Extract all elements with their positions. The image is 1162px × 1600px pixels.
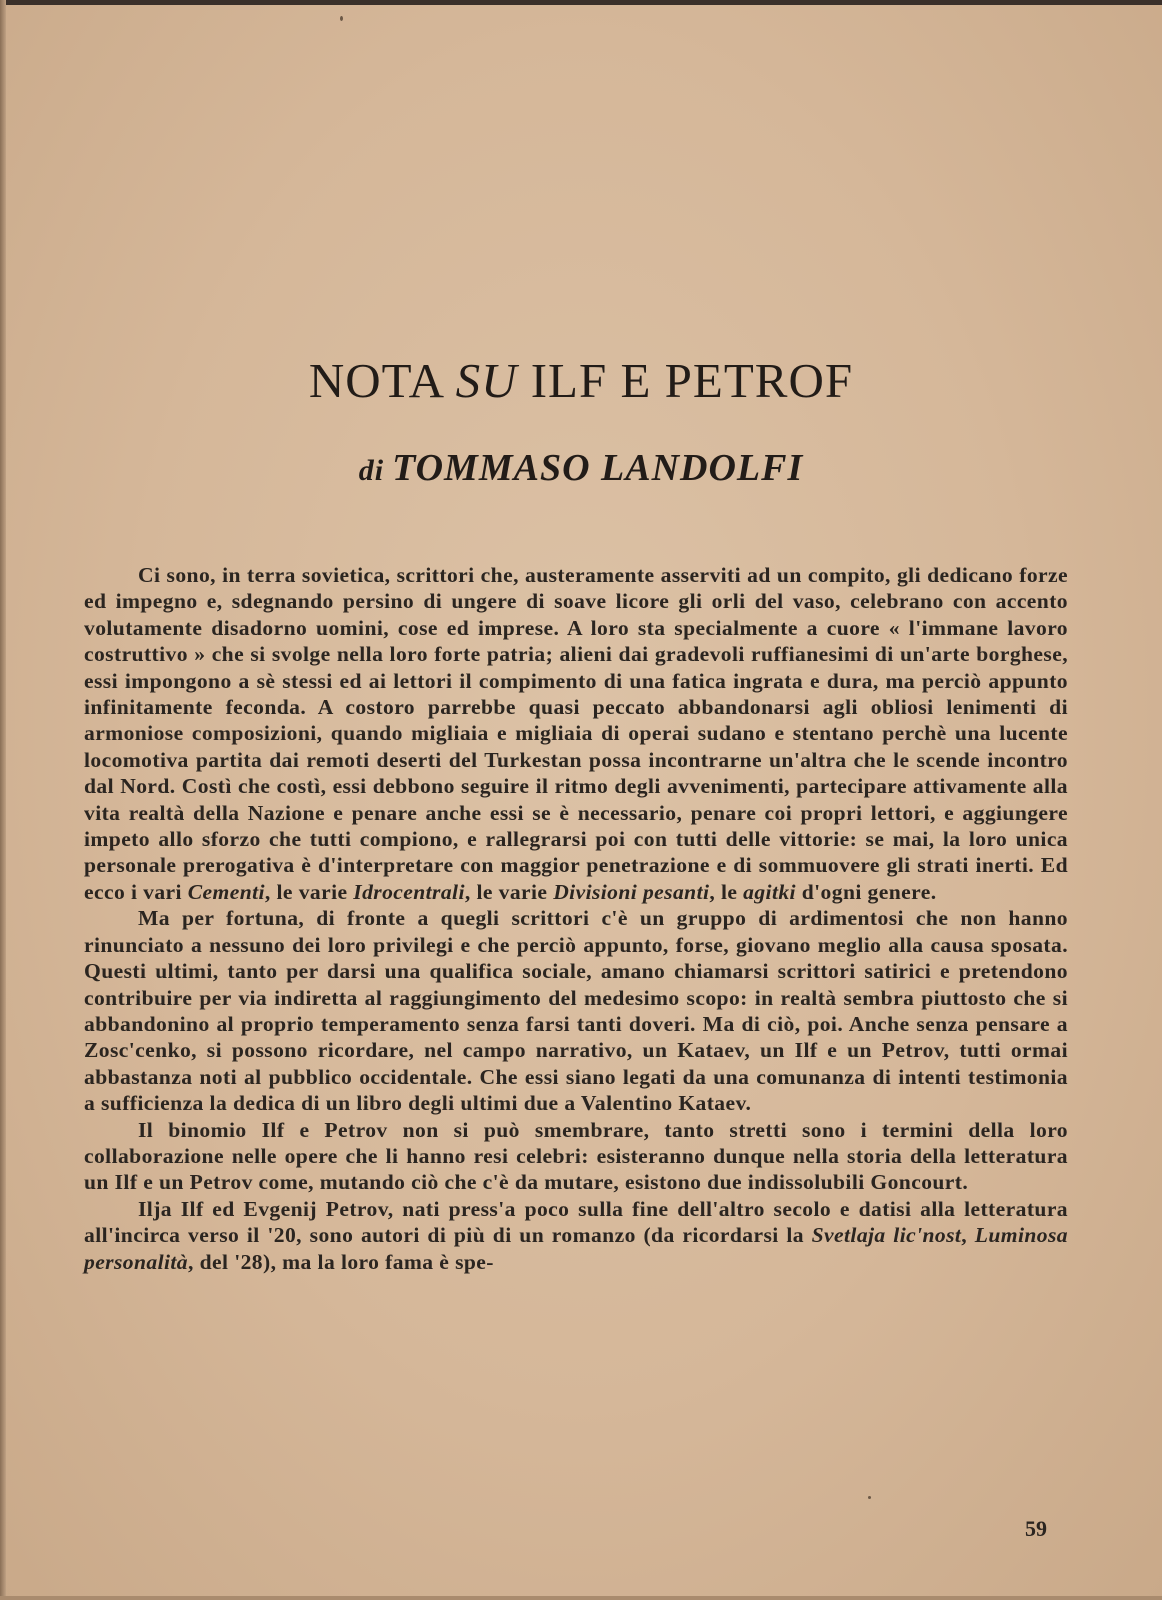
ink-speck <box>340 16 343 21</box>
title-part-1: NOTA <box>308 353 456 408</box>
paragraph-4 <box>84 1196 1068 1275</box>
paragraph-text: Ma per fortuna, di fronte a quegli scrittori c'è un gruppo di ardimentosi che non hanno rinunciato a nessuno dei loro privilegi e che perciò appunto, forse, giovano meglio alla causa sposata. Questi ultimi, tanto per darsi una qualifica sociale, amano chiamarsi scrittori satirici e pretendono contribuire per via indiretta al raggiungimento del medesimo scopo: in realtà sembra piuttosto che si abbandonino al proprio temperamento senza farsi tanti doveri. Ma di ciò, poi. Anche senza pensare a Zosc'cenko, si possono ricordare, nel campo narrativo, un Kataev, un Ilf e un Petrov, tutti ormai abbastanza noti al pubblico occidentale. Che essi siano legati da una comunanza di intenti testimonia a sufficienza la dedica di un libro degli ultimi due a Valentino Kataev. <box>84 906 1068 1116</box>
italic-title: Cementi <box>187 879 265 904</box>
italic-title: Luminosa personalità <box>84 1223 1068 1274</box>
italic-title: agitki <box>743 879 796 904</box>
author-name: TOMMASO LANDOLFI <box>392 447 804 489</box>
article-title <box>0 352 1162 409</box>
paragraph-2 <box>84 905 1068 1116</box>
paragraph-text: Ci sono, in terra sovietica, scrittori che, austeramente asserviti ad un compito, gli dedicano forze ed impegno e, sdegnando persino di ungere di soave licore gli orli del vaso, celebrano con accento volutamente disadorno uomini, cose ed imprese. A loro sta specialmente a cuore « l'immane lavoro costruttivo » che si svolge nella loro forte patria; alieni dai gradevoli ruffianesimi di un'arte borghese, essi impongono a sè stessi ed ai lettori il compimento di una fatica ingrata e dura, ma perciò appunto infinitamente feconda. A costoro parrebbe quasi peccato abbandonarsi agli obliosi lenimenti di armoniose composizioni, quando migliaia e migliaia di operai sudano e stentano perchè una lucente locomotiva partita dai remoti deserti del Turkestan possa incontrarne un'altra che le scende incontro dal Nord. Costì che costì, essi debbono seguire il ritmo degli avvenimenti, partecipare attivamente alla vita realtà della Nazione e penare anche essi se è necessario, penare coi propri lettori, e aggiungere impeto allo sforzo che tutti compiono, e rallegrarsi poi con tutti delle vittorie: se mai, la loro unica personale prerogativa è d'interpretare con maggior penetrazione e di sommuovere gli strati inerti. Ed ecco i vari <box>84 563 1068 904</box>
italic-title: Divisioni pesanti <box>553 879 710 904</box>
paragraph-text: d'ogni genere. <box>795 879 937 904</box>
paragraph-text: , le <box>709 879 744 904</box>
paragraph-text: Il binomio Ilf e Petrov non si può smembrare, tanto stretti sono i termini della loro collaborazione nelle opere che li hanno resi celebri: esisteranno dunque nella storia della letteratura un Ilf e un Petrov come, mutando ciò che c'è da mutare, esistono due indissolubili Goncourt. <box>84 1117 1068 1195</box>
title-part-2: SU <box>455 353 518 408</box>
title-part-3: ILF E PETROF <box>517 353 854 408</box>
paragraph-3 <box>84 1117 1068 1196</box>
paragraph-text: , le varie <box>264 879 354 904</box>
paragraph-text: , <box>961 1223 975 1248</box>
page-bottom-edge <box>0 1596 1162 1600</box>
paragraph-text: Ilja Ilf ed Evgenij Petrov, nati press'a poco sulla fine dell'altro secolo e datisi alla letteratura all'incirca verso il '20, sono autori di più di un romanzo (da ricordarsi la <box>84 1196 1068 1248</box>
italic-title: Svetlaja lic'nost <box>811 1223 962 1248</box>
article-body <box>84 562 1068 1275</box>
paragraph-text: , del '28), ma la loro fama è spe- <box>188 1249 494 1274</box>
paragraph-1 <box>84 562 1068 905</box>
article-byline <box>0 446 1162 490</box>
byline-prefix: di <box>358 454 385 487</box>
page-number: 59 <box>1025 1516 1047 1541</box>
ink-speck <box>868 1496 871 1499</box>
italic-title: Idrocentrali <box>353 879 465 904</box>
paragraph-text: , le varie <box>464 879 554 904</box>
page-left-edge <box>0 0 6 1600</box>
page-top-edge <box>0 0 1162 5</box>
